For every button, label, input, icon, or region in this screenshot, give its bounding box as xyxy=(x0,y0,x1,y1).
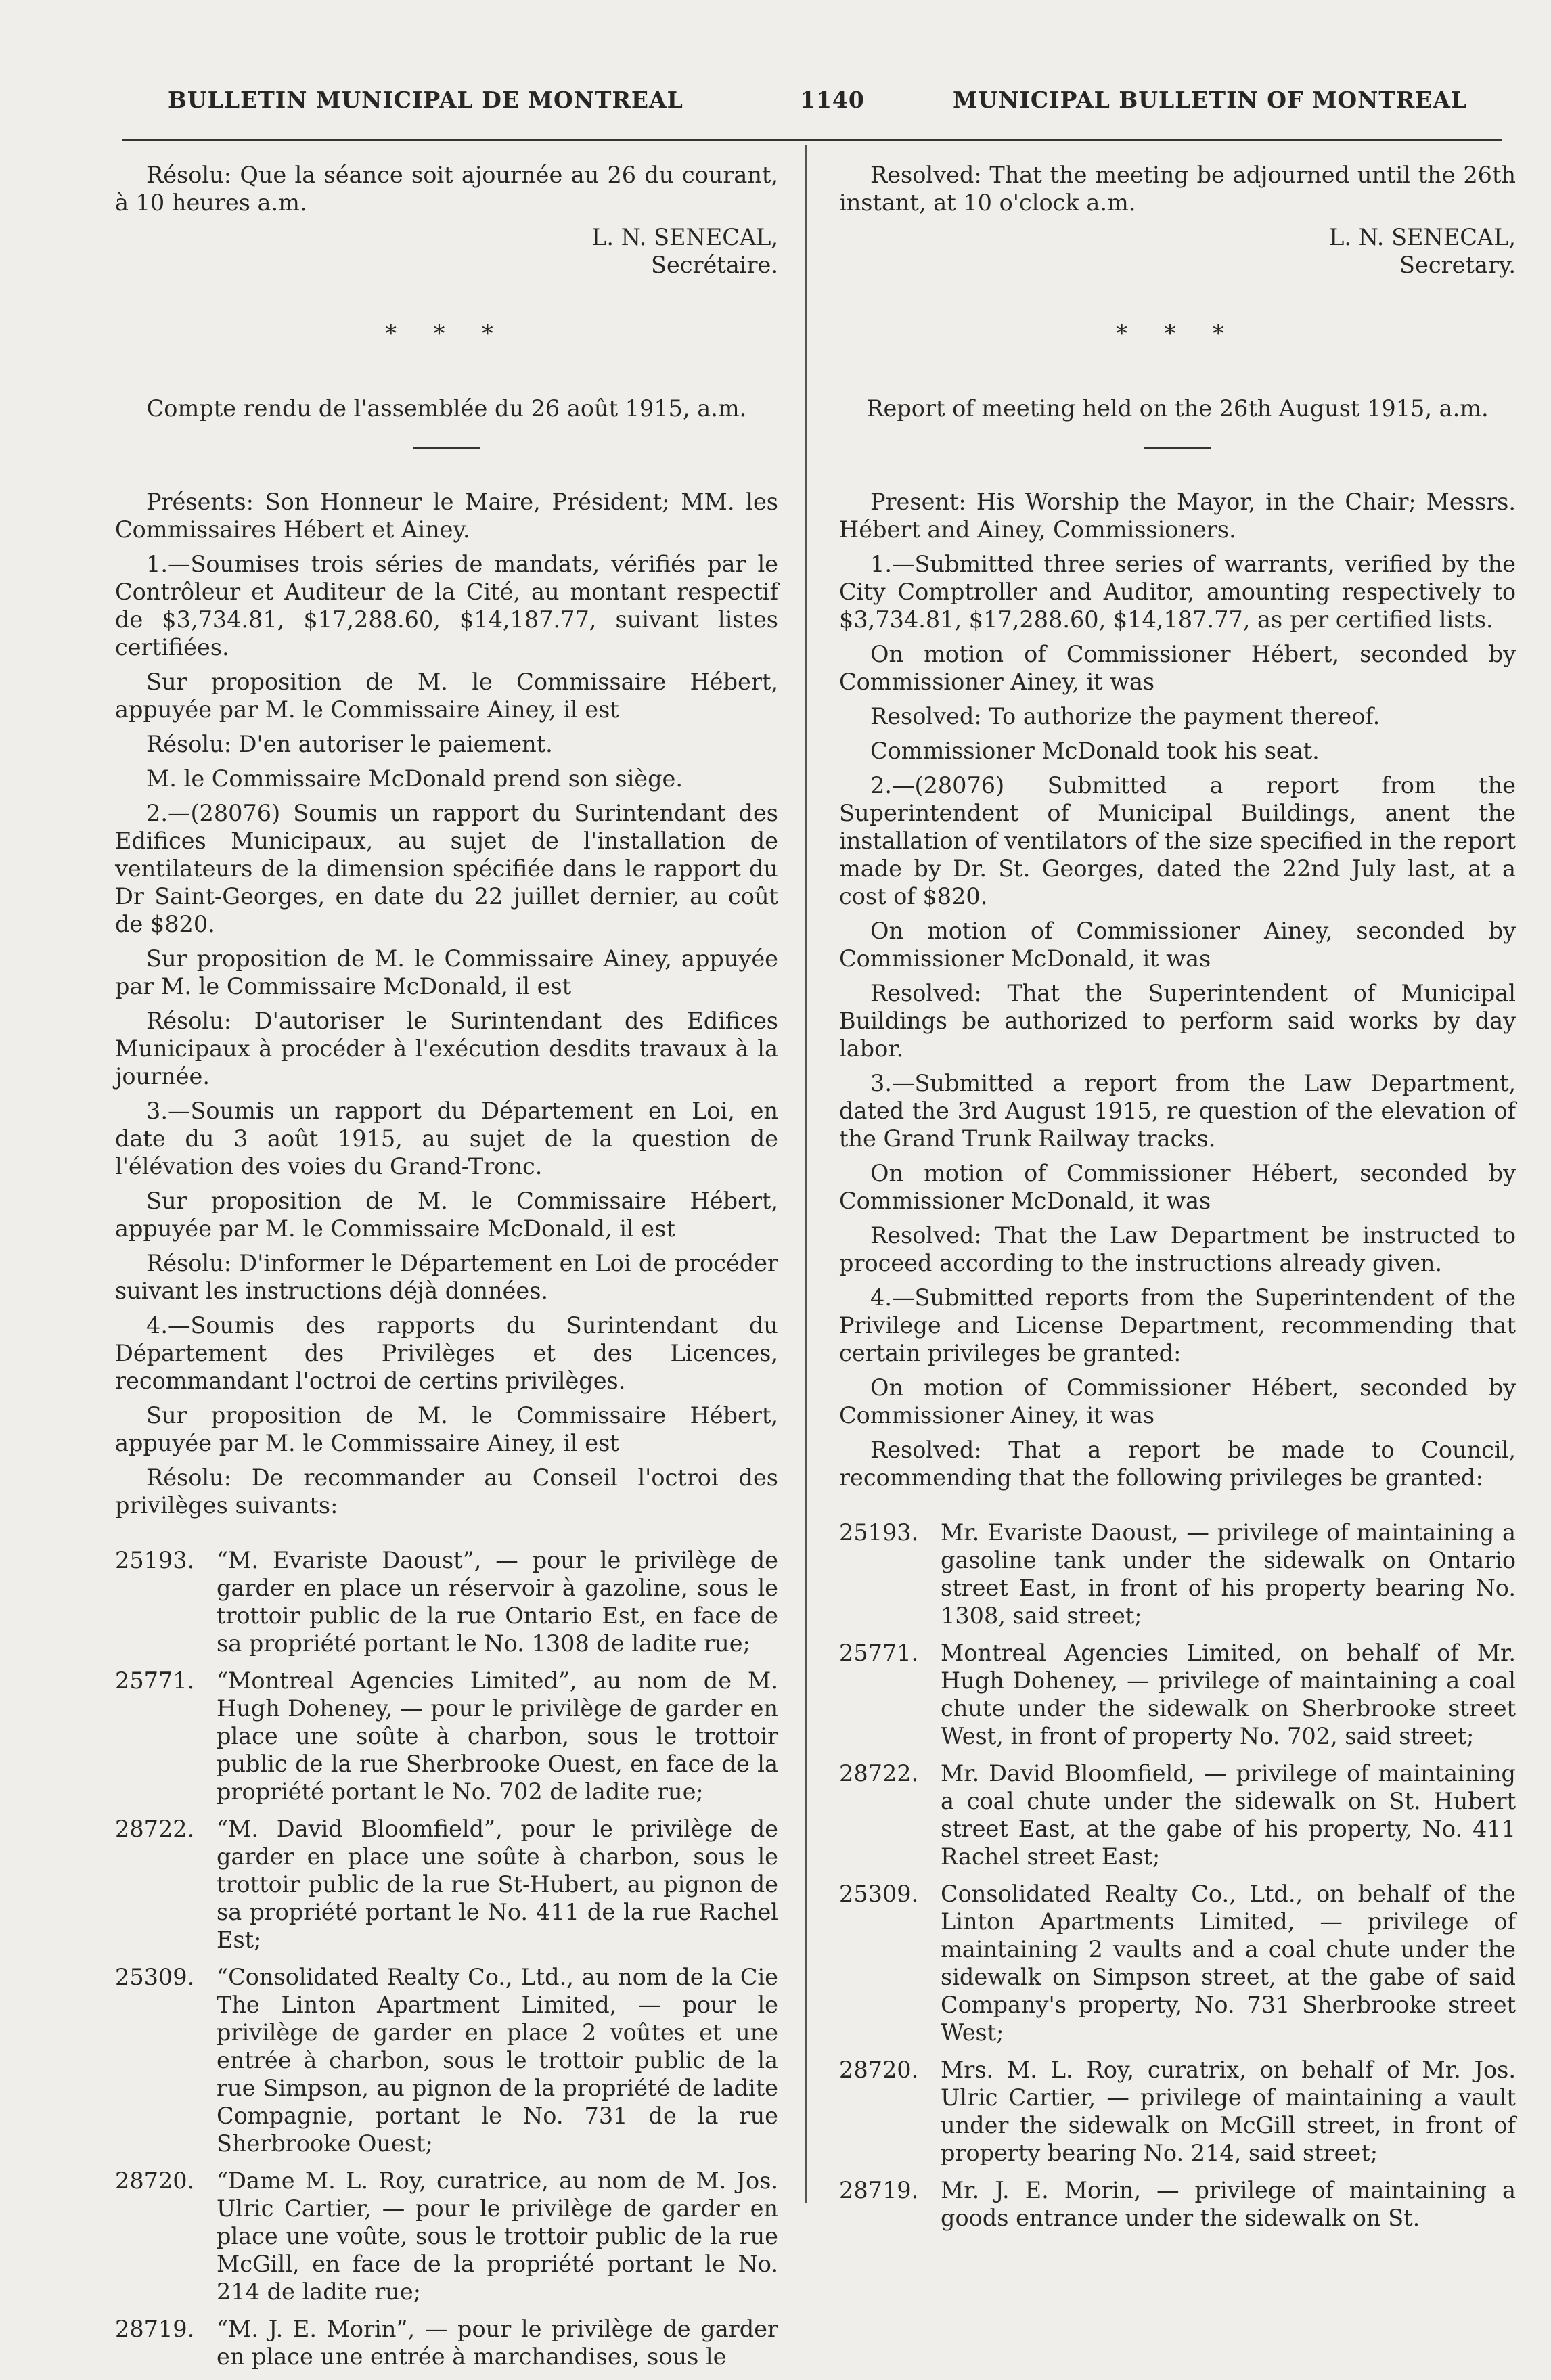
paragraph: On motion of Commissioner Hébert, seconded by Commissioner Ainey, it was xyxy=(839,1374,1516,1429)
privilege-entry xyxy=(839,1519,1516,1630)
entry-text: Mr. J. E. Morin, — privilege of maintaining a goods entrance under the sidewalk on St. xyxy=(941,2177,1516,2231)
paragraph: Resolved: That a report be made to Council, recommending that the following privileges be granted: xyxy=(839,1437,1516,1491)
signature-name: L. N. SENECAL, xyxy=(591,224,778,250)
resolution-adjourn: Resolved: That the meeting be adjourned until the 26th instant, at 10 o'clock a.m. xyxy=(839,162,1516,216)
entry-number: 25193. xyxy=(839,1519,919,1546)
paragraph: Resolved: That the Law Department be instructed to proceed according to the instructions already given. xyxy=(839,1222,1516,1276)
paragraph: Résolu: D'autoriser le Surintendant des Edifices Municipaux à procéder à l'exécution desdits travaux à la journée. xyxy=(115,1008,778,1090)
paragraph: Sur proposition de M. le Commissaire Hébert, appuyée par M. le Commissaire Ainey, il est xyxy=(115,669,778,723)
paragraph: Sur proposition de M. le Commissaire Hébert, appuyée par M. le Commissaire McDonald, il est xyxy=(115,1188,778,1242)
privilege-entry xyxy=(115,1667,778,1805)
paragraph: 4.—Soumis des rapports du Surintendant du Département des Privilèges et des Licences, recommandant l'octroi de certins privilèges. xyxy=(115,1312,778,1394)
paragraph: 1.—Submitted three series of warrants, verified by the City Comptroller and Auditor, amounting respectively to $3,734.81, $17,288.60, $14,187.77, as per certified lists. xyxy=(839,551,1516,633)
entry-text: Mr. Evariste Daoust, — privilege of maintaining a gasoline tank under the sidewalk on Ontario street East, in front of his property bearing No. 1308, said street; xyxy=(941,1519,1516,1629)
paragraph: 3.—Submitted a report from the Law Department, dated the 3rd August 1915, re question of the elevation of the Grand Trunk Railway tracks. xyxy=(839,1070,1516,1152)
entry-text: Montreal Agencies Limited, on behalf of Mr. Hugh Doheney, — privilege of maintaining a coal chute under the sidewalk on Sherbrooke street West, in front of property No. 702, said street; xyxy=(941,1640,1516,1749)
privilege-entry xyxy=(839,1759,1516,1870)
privilege-entry xyxy=(839,1880,1516,2046)
paragraph: Résolu: D'en autoriser le paiement. xyxy=(146,731,553,757)
privilege-entry xyxy=(839,1639,1516,1750)
paragraph: 4.—Submitted reports from the Superintendent of the Privilege and License Department, recommending that certain privileges be granted: xyxy=(839,1284,1516,1366)
privilege-entry xyxy=(839,2176,1516,2232)
entry-text: “M. J. E. Morin”, — pour le privilège de garder en place une entrée à marchandises, sous le xyxy=(217,2316,778,2370)
paragraph: Commissioner McDonald took his seat. xyxy=(870,738,1320,764)
header-french-title: BULLETIN MUNICIPAL DE MONTREAL xyxy=(168,87,683,113)
entry-number: 28720. xyxy=(839,2057,919,2083)
paragraph: 3.—Soumis un rapport du Département en Loi, en date du 3 août 1915, au sujet de la question de l'élévation des voies du Grand-Tronc. xyxy=(115,1098,778,1180)
entry-number: 25193. xyxy=(115,1547,195,1573)
entry-text: “Dame M. L. Roy, curatrice, au nom de M. Jos. Ulric Cartier, — pour le privilège de garder en place une voûte, sous le trottoir public de la rue McGill, en face de la propriété portant le No. 214 de ladite rue; xyxy=(217,2168,778,2305)
entry-text: Mr. David Bloomfield, — privilege of maintaining a coal chute under the sidewalk on St. Hubert street East, at the gabe of his property, No. 411 Rachel street East; xyxy=(941,1760,1516,1870)
paragraph: 2.—(28076) Soumis un rapport du Surintendant des Edifices Municipaux, au sujet de l'installation de ventilateurs de la dimension spécifiée dans le rapport du Dr Saint-Georges, en date du 22 juillet dernier, au coût de $820. xyxy=(115,800,778,937)
entry-text: Mrs. M. L. Roy, curatrix, on behalf of Mr. Jos. Ulric Cartier, — privilege of maintaining a vault under the sidewalk on McGill street, in front of property bearing No. 214, said street; xyxy=(941,2057,1516,2166)
page-number: 1140 xyxy=(800,87,865,113)
resolution-adjourn: Résolu: Que la séance soit ajournée au 26 du courant, à 10 heures a.m. xyxy=(115,162,778,216)
page-header xyxy=(122,87,1502,127)
privilege-entry xyxy=(115,1815,778,1954)
privilege-entry xyxy=(115,2167,778,2306)
meeting-heading: Report of meeting held on the 26th August 1915, a.m. xyxy=(866,395,1489,422)
english-column xyxy=(839,161,1516,2241)
paragraph: On motion of Commissioner Hébert, seconded by Commissioner McDonald, it was xyxy=(839,1160,1516,1214)
section-separator: * * * xyxy=(1116,320,1239,346)
heading-rule xyxy=(1144,447,1211,449)
section-separator: * * * xyxy=(385,320,508,346)
entry-number: 25771. xyxy=(839,1640,919,1666)
entry-text: “M. David Bloomfield”, pour le privilège de garder en place une soûte à charbon, sous le trottoir public de la rue St-Hubert, au pignon de sa propriété portant le No. 411 de la rue Rachel Est; xyxy=(217,1816,778,1953)
privilege-entry xyxy=(839,2056,1516,2167)
entry-number: 28722. xyxy=(839,1760,919,1787)
paragraph: 2.—(28076) Submitted a report from the Superintendent of Municipal Buildings, anent the installation of ventilators of the size specified in the report made by Dr. St. Georges, dated the 22nd July last, at a cost of $820. xyxy=(839,772,1516,910)
entry-number: 28722. xyxy=(115,1816,195,1842)
entry-number: 25309. xyxy=(839,1881,919,1907)
paragraph: On motion of Commissioner Hébert, seconded by Commissioner Ainey, it was xyxy=(839,641,1516,695)
paragraph: Present: His Worship the Mayor, in the Chair; Messrs. Hébert and Ainey, Commissioners. xyxy=(839,489,1516,543)
paragraph: Présents: Son Honneur le Maire, Président; MM. les Commissaires Hébert et Ainey. xyxy=(115,489,778,543)
heading-rule xyxy=(413,447,480,449)
paragraph: 1.—Soumises trois séries de mandats, vérifiés par le Contrôleur et Auditeur de la Cité, au montant respectif de $3,734.81, $17,288.60, $14,187.77, suivant listes certifiées. xyxy=(115,551,778,660)
entry-number: 25309. xyxy=(115,1964,195,1990)
header-rule xyxy=(122,139,1502,141)
entry-number: 28719. xyxy=(115,2316,195,2342)
entry-text: “Consolidated Realty Co., Ltd., au nom de la Cie The Linton Apartment Limited, — pour le privilège de garder en place 2 voûtes et une entrée à charbon, sous le trottoir public de la rue Simpson, au pignon de la propriété de ladite Compagnie, portant le No. 731 de la rue Sherbrooke Ouest; xyxy=(217,1964,778,2157)
signature-title: Secrétaire. xyxy=(650,252,778,278)
paragraph: M. le Commissaire McDonald prend son siège. xyxy=(146,765,683,792)
paragraph: On motion of Commissioner Ainey, seconded by Commissioner McDonald, it was xyxy=(839,918,1516,972)
header-english-title: MUNICIPAL BULLETIN OF MONTREAL xyxy=(953,87,1468,113)
entry-number: 28719. xyxy=(839,2177,919,2203)
privilege-entry xyxy=(115,2315,778,2371)
privilege-entry xyxy=(115,1963,778,2157)
paragraph: Résolu: De recommander au Conseil l'octroi des privilèges suivants: xyxy=(115,1464,778,1519)
signature-name: L. N. SENECAL, xyxy=(1329,224,1516,250)
paragraph: Resolved: To authorize the payment thereof. xyxy=(870,703,1380,729)
entry-number: 28720. xyxy=(115,2168,195,2194)
paragraph: Sur proposition de M. le Commissaire Ainey, appuyée par M. le Commissaire McDonald, il est xyxy=(115,945,778,1000)
column-divider xyxy=(805,145,807,2203)
paragraph: Resolved: That the Superintendent of Municipal Buildings be authorized to perform said works by day labor. xyxy=(839,980,1516,1062)
paragraph: Sur proposition de M. le Commissaire Hébert, appuyée par M. le Commissaire Ainey, il est xyxy=(115,1402,778,1456)
entry-text: Consolidated Realty Co., Ltd., on behalf of the Linton Apartments Limited, — privilege of maintaining 2 vaults and a coal chute under the sidewalk on Simpson street, at the gabe of said Company's property, No. 731 Sherbrooke street West; xyxy=(941,1881,1516,2046)
signature-title: Secretary. xyxy=(1399,252,1516,278)
meeting-heading: Compte rendu de l'assemblée du 26 août 1915, a.m. xyxy=(146,395,747,422)
entry-text: “M. Evariste Daoust”, — pour le privilège de garder en place un réservoir à gazoline, sous le trottoir public de la rue Ontario Est, en face de sa propriété portant le No. 1308 de ladite rue; xyxy=(217,1547,778,1657)
french-column xyxy=(115,161,778,2380)
entry-number: 25771. xyxy=(115,1667,195,1694)
entry-text: “Montreal Agencies Limited”, au nom de M. Hugh Doheney, — pour le privilège de garder en place une soûte à charbon, sous le trottoir public de la rue Sherbrooke Ouest, en face de la propriété portant le No. 702 de ladite rue; xyxy=(217,1667,778,1805)
privilege-entry xyxy=(115,1546,778,1657)
paragraph: Résolu: D'informer le Département en Loi de procéder suivant les instructions déjà données. xyxy=(115,1250,778,1304)
